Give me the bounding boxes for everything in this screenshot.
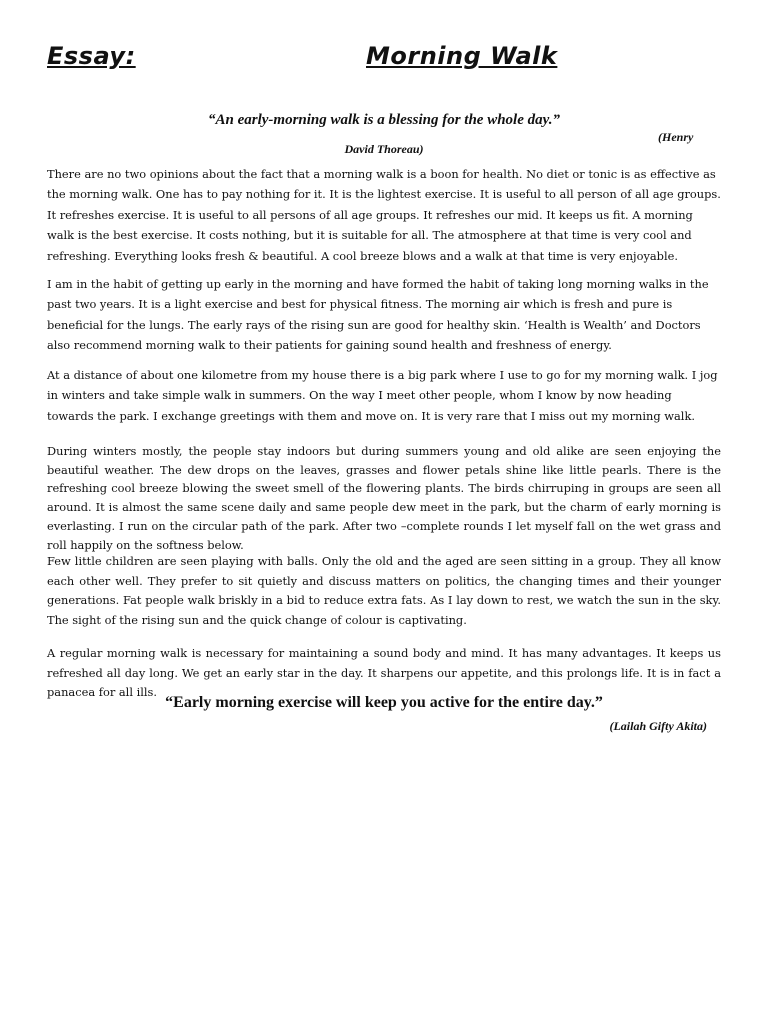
paragraph-6: A regular morning walk is necessary for maintaining a sound body and mind. It has many advantages. It keeps us refreshed all day long. We get an early star in the day. It sharpens our appetite, and this prolongs life. It is in fact a panacea for all ills. (47, 646, 721, 700)
paragraph-4: During winters mostly, the people stay indoors but during summers young and old alike are seen enjoying the beautiful weather. The dew drops on the leaves, grasses and flower petals shine like little pearls. There is the refreshing cool breeze blowing the sweet smell of the flowering plants. The birds chirruping in groups are seen all around. It is almost the same scene daily and same people dew meet in the park, but the charm of early morning is everlasting. I run on the circular path of the park. After two –complete rounds I let myself fall on the wet grass and roll happily on the softness below. (47, 444, 721, 552)
closing-quote: “Early morning exercise will keep you active for the entire day.” (165, 694, 603, 711)
paragraph-1: There are no two opinions about the fact that a morning walk is a boon for health. No diet or tonic is as effective as the morning walk. One has to pay nothing for it. It is the lightest exercise. It is useful to all person of all age groups. It refreshes exercise. It is useful to all persons of all age groups. It refreshes our mid. It keeps us fit. A morning walk is the best exercise. It costs nothing, but it is suitable for all. The atmosphere at that time is very cool and refreshing. Everything looks fresh & beautiful. A cool breeze blows and a walk at that time is very enjoyable. (47, 167, 721, 263)
essay-title: Morning Walk (366, 42, 558, 70)
opening-quote: “An early-morning walk is a blessing for the whole day.” (208, 112, 560, 128)
paragraph-5: Few little children are seen playing with balls. Only the old and the aged are seen sitting in a group. They all know each other well. They prefer to sit quietly and discuss matters on politics, the changing times and their younger generations. Fat people walk briskly in a bid to reduce extra fats. As I lay down to rest, we watch the sun in the sky. The sight of the rising sun and the quick change of colour is captivating. (47, 554, 721, 627)
essay-label: Essay: (47, 42, 136, 70)
opening-quote-attribution-part2: David Thoreau) (344, 142, 424, 156)
opening-quote-attribution-part1: (Henry (658, 130, 694, 144)
paragraph-3: At a distance of about one kilometre from my house there is a big park where I use to go for my morning walk. I jog in winters and take simple walk in summers. On the way I meet other people, whom I know by now heading towards the park. I exchange greetings with them and move on. It is very rare that I miss out my morning walk. (47, 368, 718, 423)
paragraph-2: I am in the habit of getting up early in the morning and have formed the habit of taking long morning walks in the past two years. It is a light exercise and best for physical fitness. The morning air which is fresh and pure is beneficial for the lungs. The early rays of the rising sun are good for healthy skin. ‘Health is Wealth’ and Doctors also recommend morning walk to their patients for gaining sound health and freshness of energy. (47, 277, 709, 352)
closing-quote-attribution: (Lailah Gifty Akita) (609, 719, 707, 733)
